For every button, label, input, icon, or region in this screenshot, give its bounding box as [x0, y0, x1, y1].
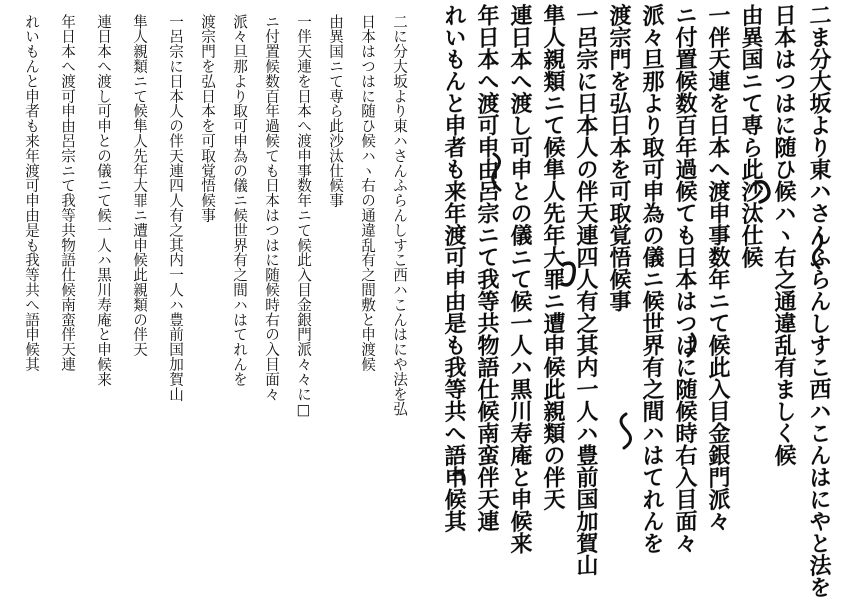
- manuscript-column-5: ニ付置候数百年過候ても日本はつはに随候時右入目面々: [672, 3, 698, 555]
- transcription-column-8: 一呂宗に日本人の伴天連四人有之其内一人ハ豊前国加賀山: [167, 14, 184, 402]
- transcription-column-12: れいもんと申者も来年渡可申由是も我等共へ語申候其: [23, 14, 40, 372]
- manuscript-column-9: 隼人親類ニて候隼人先年大罪ニ遭申候此親類の伴天: [540, 3, 566, 511]
- cursive-manuscript-facsimile: [424, 4, 840, 610]
- manuscript-column-3: 由異国ニて専ら此沙汰仕候: [738, 3, 764, 269]
- transcription-column-1: 二に分大坂より東ハさんふらんしすこ西ハこんはにや法を弘: [391, 14, 408, 417]
- manuscript-column-12: れいもんと申者も来年渡可申由是も我等共へ語申候其: [441, 3, 467, 533]
- transcription-column-3: 由異国ニて専ら此沙汰仕候事: [327, 14, 344, 208]
- manuscript-column-10: 連日本へ渡し可申との儀ニて候一人ハ黒川寿庵と申候来: [507, 3, 533, 555]
- transcription-column-4: 一伴天連を日本へ渡申事数年ニて候此入目金銀門派々々に□: [295, 14, 312, 419]
- manuscript-column-2: 日本はつはに随ひ候ハヽ右之通違乱有ましく候: [771, 3, 797, 467]
- transcription-column-2: 日本はつはに随ひ候ハヽ右の通違乱有之間敷と申渡候: [359, 14, 376, 372]
- manuscript-column-7: 渡宗門を弘日本を可取覚悟候事: [606, 3, 632, 313]
- transcription-column-7: 渡宗門を弘日本を可取覚悟候事: [199, 14, 216, 223]
- manuscript-column-4: 一伴天連を日本へ渡申事数年ニて候此入目金銀門派々: [705, 3, 731, 533]
- transcription-column-9: 隼人親類ニて候隼人先年大罪ニ遭申候此親類の伴天: [131, 14, 148, 357]
- manuscript-column-6: 派々旦那より取可申為の儀ニ候世界有之間ハはてれんを: [639, 3, 665, 555]
- transcription-column-11: 年日本へ渡可申由呂宗ニて我等共物語仕候南蛮伴天連: [59, 14, 76, 372]
- manuscript-column-11: 年日本へ渡可申由呂宗ニて我等共物語仕候南蛮伴天連: [474, 3, 500, 533]
- typeset-transcription: [8, 14, 410, 574]
- transcription-column-10: 連日本へ渡し可申との儀ニて候一人ハ黒川寿庵と申候来: [95, 14, 112, 387]
- transcription-column-5: ニ付置候数百年過候ても日本はつはに随候時右の入目面々: [263, 14, 280, 402]
- transcription-column-6: 派々旦那より取可申為の儀ニ候世界有之間ハはてれんを: [231, 14, 248, 387]
- manuscript-column-8: 一呂宗に日本人の伴天連四人有之其内一人ハ豊前国加賀山: [573, 3, 599, 577]
- manuscript-column-1: 二ま分大坂より東ハさんふらんしすこ西ハこんはにやと法を: [806, 3, 832, 599]
